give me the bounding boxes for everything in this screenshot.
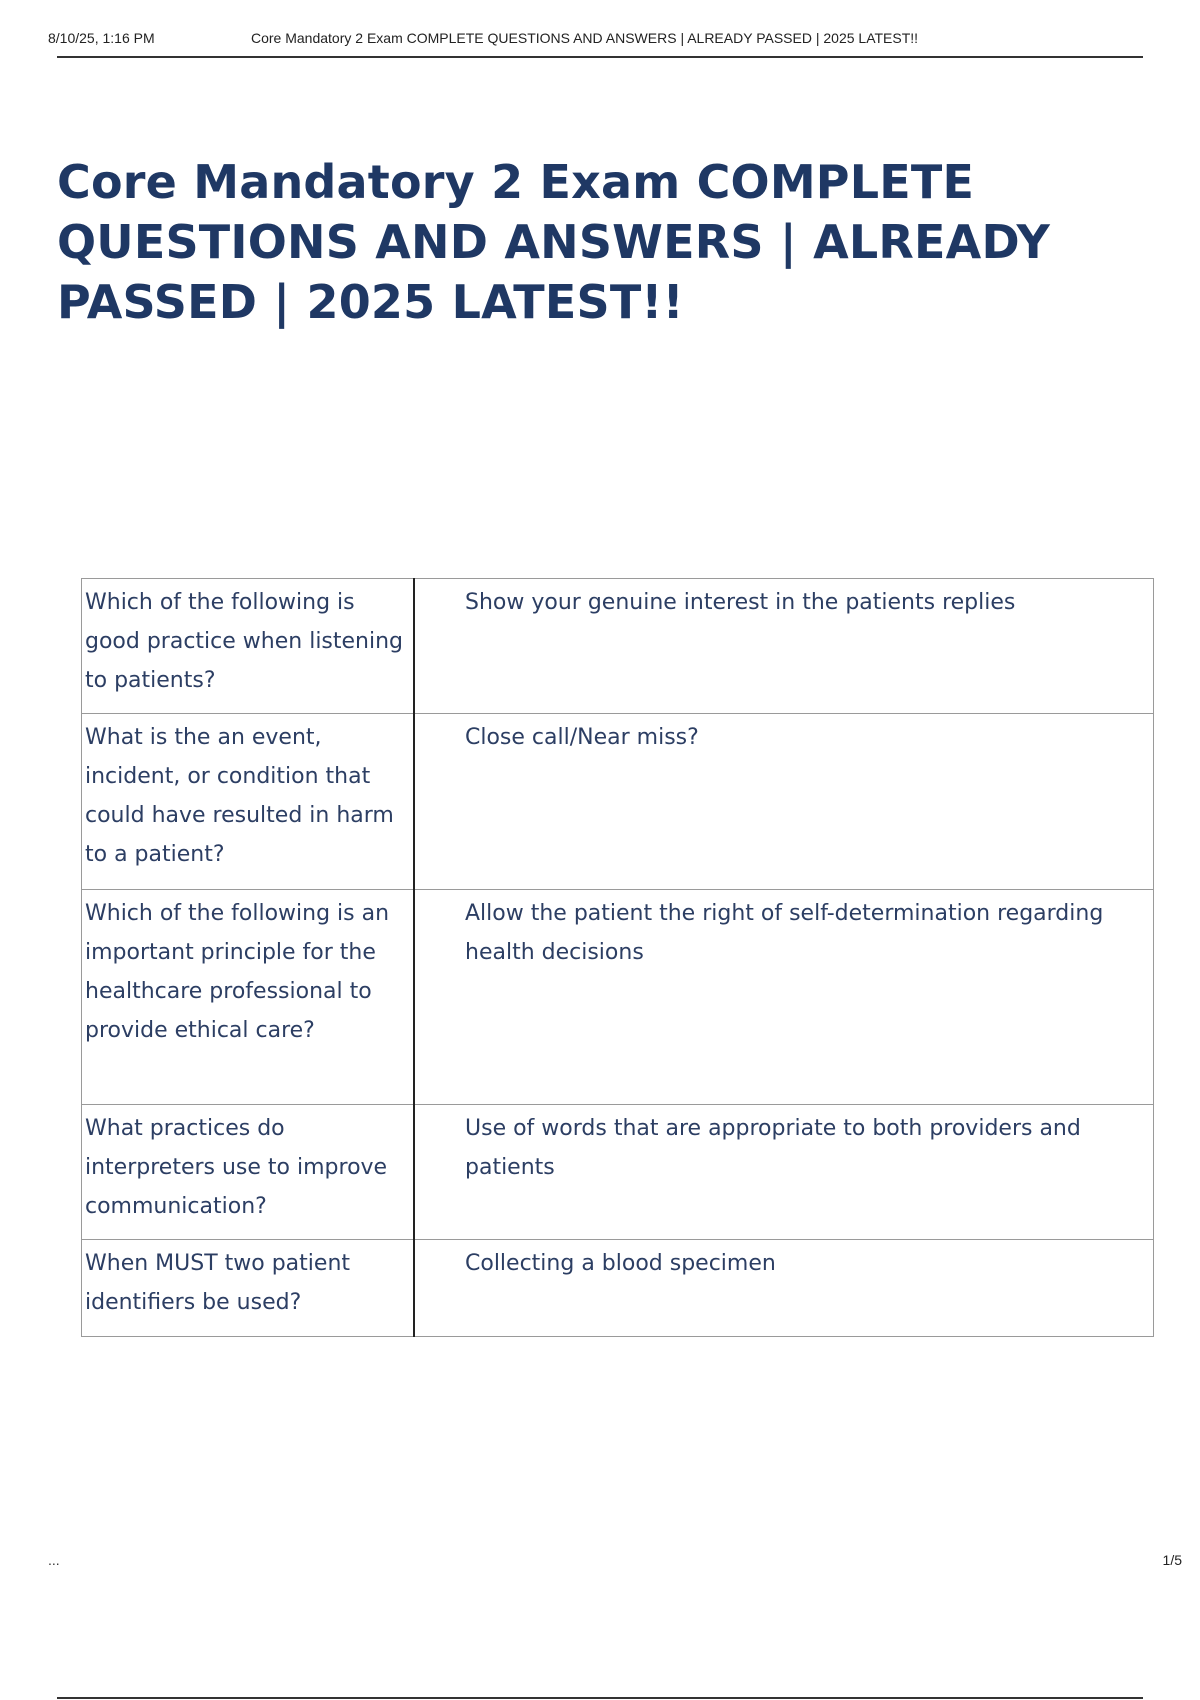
answer-cell: Show your genuine interest in the patients replies — [414, 579, 1154, 714]
question-cell: When MUST two patient identifiers be used? — [82, 1240, 415, 1337]
question-cell: Which of the following is good practice when listening to patients? — [82, 579, 415, 714]
qa-table — [81, 578, 1154, 1337]
answer-cell: Collecting a blood specimen — [414, 1240, 1154, 1337]
question-cell: What practices do interpreters use to improve communication? — [82, 1105, 415, 1240]
table-row — [82, 1105, 1154, 1240]
print-date: 8/10/25, 1:16 PM — [48, 30, 155, 46]
table-row — [82, 890, 1154, 1105]
question-cell: Which of the following is an important principle for the healthcare professional to provide ethical care? — [82, 890, 415, 1105]
answer-cell: Use of words that are appropriate to both providers and patients — [414, 1105, 1154, 1240]
footer-divider — [57, 1697, 1143, 1699]
header-divider — [57, 56, 1143, 58]
answer-cell: Close call/Near miss? — [414, 714, 1154, 890]
table-row — [82, 579, 1154, 714]
footer-ellipsis: ... — [48, 1552, 60, 1568]
table-row — [82, 1240, 1154, 1337]
page-title: Core Mandatory 2 Exam COMPLETE QUESTIONS AND ANSWERS | ALREADY PASSED | 2025 LATEST!! — [57, 155, 1051, 329]
question-cell: What is the an event, incident, or condition that could have resulted in harm to a patient? — [82, 714, 415, 890]
page-number: 1/5 — [1162, 1552, 1182, 1568]
print-doc-title: Core Mandatory 2 Exam COMPLETE QUESTIONS AND ANSWERS | ALREADY PASSED | 2025 LATEST!! — [251, 30, 919, 46]
table-row — [82, 714, 1154, 890]
answer-cell: Allow the patient the right of self-determination regarding health decisions — [414, 890, 1154, 1105]
